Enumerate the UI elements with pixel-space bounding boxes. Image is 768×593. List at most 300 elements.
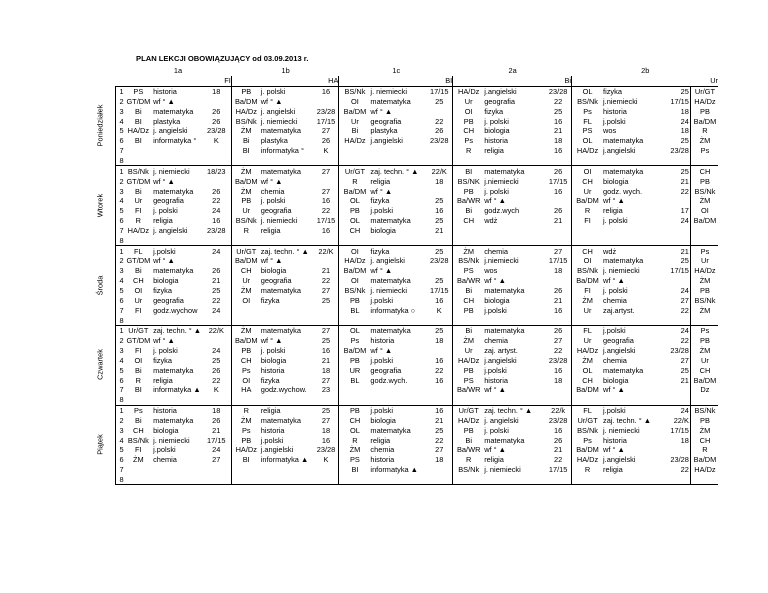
room-number: 18 bbox=[425, 455, 452, 465]
lesson-row bbox=[116, 336, 719, 346]
room-number: 24 bbox=[663, 325, 690, 335]
room-number: 23/28 bbox=[663, 146, 690, 156]
subject-name bbox=[483, 475, 544, 485]
lesson-row bbox=[116, 465, 719, 475]
subject-name: j.polski bbox=[153, 445, 176, 455]
room-number bbox=[544, 315, 571, 325]
room-number: 24 bbox=[663, 405, 690, 415]
room-number: 25 bbox=[201, 286, 231, 296]
lesson-number: 1 bbox=[116, 246, 124, 256]
subject-name: wf ° ▲ bbox=[603, 445, 625, 455]
subject-name: chemia bbox=[370, 445, 395, 455]
subject-name bbox=[602, 156, 663, 166]
subject-name: matematyka bbox=[153, 266, 194, 276]
room-number: 24 bbox=[663, 216, 690, 226]
room-number bbox=[313, 315, 339, 325]
room-number: 21 bbox=[544, 216, 571, 226]
teacher-code bbox=[339, 315, 369, 325]
teacher-code bbox=[690, 226, 718, 236]
teacher-code: Ba/DM bbox=[693, 375, 717, 385]
teacher-code: FL bbox=[572, 405, 602, 415]
subject-name: chemia bbox=[484, 336, 509, 346]
subject-name: matematyka bbox=[483, 166, 544, 176]
subject-name: matematyka bbox=[260, 126, 301, 136]
lesson-row bbox=[116, 256, 719, 266]
teacher-code: PB bbox=[463, 116, 474, 126]
teacher-code: OI bbox=[242, 295, 251, 305]
room-number: 25 bbox=[425, 97, 452, 107]
room-number bbox=[425, 106, 452, 116]
subject-name: matematyka bbox=[370, 96, 411, 106]
room-number: 27 bbox=[313, 126, 339, 136]
subject-name: fizyka bbox=[370, 196, 390, 206]
subject-name: wf ° ▲ bbox=[603, 276, 625, 286]
lesson-row bbox=[116, 156, 719, 166]
teacher-code: ŻM bbox=[133, 455, 144, 465]
teacher-code: Ur bbox=[351, 116, 359, 126]
teacher-code: Ps bbox=[124, 405, 152, 415]
room-number: 25 bbox=[663, 86, 690, 96]
subject-name bbox=[152, 156, 201, 166]
lesson-number: 7 bbox=[116, 146, 124, 156]
subject-name: matematyka bbox=[260, 166, 313, 176]
teacher-code bbox=[124, 146, 152, 156]
subject-name: matematyka bbox=[484, 285, 525, 295]
lesson-number: 5 bbox=[116, 206, 124, 216]
teacher-code: CH bbox=[572, 246, 602, 256]
lesson-number: 1 bbox=[116, 86, 124, 96]
room-number: 26 bbox=[313, 136, 339, 146]
room-number: 27 bbox=[201, 455, 231, 465]
room-number: 17/15 bbox=[201, 435, 231, 445]
room-number: 21 bbox=[425, 226, 452, 236]
room-number bbox=[663, 475, 690, 485]
teacher-code: BS/Nk bbox=[577, 425, 599, 435]
room-number: 16 bbox=[425, 355, 452, 365]
teacher-code: PB bbox=[350, 295, 360, 305]
subject-name: j. angielski bbox=[484, 415, 519, 425]
teacher-code: OI bbox=[701, 206, 709, 216]
subject-name: biologia bbox=[603, 375, 629, 385]
teacher-code: Ur/GT bbox=[124, 325, 152, 335]
room-number: 16 bbox=[313, 86, 339, 96]
subject-name: j.angielski bbox=[370, 136, 403, 146]
room-number bbox=[425, 156, 452, 166]
room-number bbox=[663, 276, 690, 286]
subject-name bbox=[602, 315, 663, 325]
room-number bbox=[313, 176, 339, 186]
teacher-code: R bbox=[135, 216, 142, 226]
room-number bbox=[663, 235, 690, 245]
room-number: 16 bbox=[544, 186, 571, 196]
teacher-code: Ur/GT bbox=[577, 415, 598, 425]
lesson-row bbox=[116, 375, 719, 385]
room-number bbox=[544, 196, 571, 206]
teacher-code: Ba/DM bbox=[576, 196, 599, 206]
room-number: 22 bbox=[425, 435, 452, 445]
room-number bbox=[544, 226, 571, 236]
teacher-code: R bbox=[466, 455, 472, 465]
room-number: 26 bbox=[201, 365, 231, 375]
room-number bbox=[544, 385, 571, 395]
room-number bbox=[663, 226, 690, 236]
subject-name: plastyka bbox=[370, 126, 398, 136]
teacher-code bbox=[339, 475, 369, 485]
lesson-row bbox=[116, 455, 719, 465]
room-number: 23/28 bbox=[425, 136, 452, 146]
subject-name: j.niemiecki bbox=[484, 176, 519, 186]
teacher-code: CH bbox=[582, 176, 593, 186]
group-tutor: FI bbox=[124, 76, 232, 86]
room-number: 18 bbox=[201, 405, 231, 415]
teacher-code: OI bbox=[572, 166, 602, 176]
subject-name: zaj.artyst. bbox=[603, 305, 635, 315]
room-number bbox=[313, 305, 339, 315]
lesson-row bbox=[116, 86, 719, 96]
lesson-number: 4 bbox=[116, 116, 124, 126]
teacher-code: Ba/DM bbox=[576, 385, 599, 395]
teacher-code bbox=[124, 465, 152, 475]
subject-name: j.polski bbox=[370, 355, 394, 365]
room-number: K bbox=[313, 455, 339, 465]
teacher-code: OI bbox=[464, 106, 473, 116]
teacher-code: OI bbox=[242, 375, 251, 385]
subject-name: godz.wychow bbox=[153, 305, 198, 315]
lesson-row bbox=[116, 305, 719, 315]
teacher-code: Bi bbox=[135, 266, 142, 276]
room-number bbox=[201, 475, 231, 485]
teacher-code: Ur/GT bbox=[690, 86, 718, 96]
subject-name: wf ° ▲ bbox=[153, 256, 175, 266]
teacher-code: OI bbox=[134, 355, 143, 365]
subject-name: religia bbox=[153, 216, 173, 226]
teacher-code bbox=[124, 315, 152, 325]
subject-name: wf ° ▲ bbox=[603, 385, 625, 395]
room-number bbox=[425, 395, 452, 405]
group-header-row bbox=[116, 66, 719, 76]
room-number bbox=[201, 156, 231, 166]
subject-name: j. polski bbox=[484, 116, 509, 126]
teacher-code: BL bbox=[350, 305, 360, 315]
room-number: K bbox=[425, 305, 452, 315]
teacher-code: PB bbox=[350, 355, 360, 365]
room-number: 26 bbox=[201, 416, 231, 426]
subject-name: j. polski bbox=[153, 206, 178, 216]
group-name: 2a bbox=[508, 66, 517, 76]
teacher-code: Ba/DM bbox=[234, 336, 258, 346]
lesson-row bbox=[116, 325, 719, 335]
subject-name: j.angielski bbox=[603, 346, 636, 356]
teacher-code bbox=[231, 465, 259, 475]
teacher-code: BS/Nk bbox=[458, 465, 480, 475]
room-number: 23/28 bbox=[663, 455, 690, 465]
teacher-code: PS bbox=[463, 375, 474, 385]
teacher-code: Ps bbox=[241, 365, 251, 375]
subject-name bbox=[483, 315, 544, 325]
subject-name: geografia bbox=[484, 96, 516, 106]
lesson-number: 5 bbox=[116, 365, 124, 375]
lesson-number: 2 bbox=[116, 256, 124, 266]
teacher-code: CH bbox=[349, 415, 361, 425]
teacher-code bbox=[690, 235, 718, 245]
lesson-row bbox=[116, 246, 719, 256]
subject-name bbox=[152, 465, 201, 475]
teacher-code: HA/Dz bbox=[235, 106, 257, 116]
subject-name: fizyka bbox=[260, 295, 280, 305]
teacher-code: Ba/DM bbox=[576, 276, 599, 286]
room-number: 27 bbox=[425, 445, 452, 455]
teacher-code: HA/Dz bbox=[453, 86, 483, 96]
teacher-code: OI bbox=[134, 285, 143, 295]
subject-name: zaj. techn. ° ▲ bbox=[603, 415, 652, 425]
room-number: 25 bbox=[425, 325, 452, 335]
subject-name: j.niemiecki bbox=[484, 256, 519, 266]
room-number: 17/15 bbox=[313, 216, 339, 226]
teacher-code: HA/Dz bbox=[344, 136, 366, 146]
teacher-code: ŻM bbox=[240, 126, 252, 136]
subject-name bbox=[152, 146, 201, 156]
teacher-code bbox=[124, 235, 152, 245]
teacher-code: BS/Nk bbox=[694, 186, 716, 196]
lesson-number: 4 bbox=[116, 196, 124, 206]
lesson-number: 7 bbox=[116, 465, 124, 475]
subject-name: j. polski bbox=[603, 285, 628, 295]
room-number: 21 bbox=[425, 416, 452, 426]
teacher-code: PB bbox=[463, 425, 474, 435]
subject-name bbox=[369, 156, 425, 166]
room-number: 27 bbox=[544, 246, 571, 256]
lesson-number: 4 bbox=[116, 355, 124, 365]
subject-name: zaj. techn. ° ▲ bbox=[369, 166, 425, 176]
teacher-code: ŻM bbox=[699, 136, 711, 146]
lesson-row bbox=[116, 405, 719, 415]
subject-name bbox=[369, 146, 425, 156]
room-number bbox=[425, 475, 452, 485]
room-number: 23/28 bbox=[544, 355, 571, 365]
lesson-number: 3 bbox=[116, 106, 124, 116]
teacher-code: Ps bbox=[583, 106, 592, 116]
room-number: 16 bbox=[425, 375, 452, 385]
subject-name: geografia bbox=[260, 276, 292, 286]
teacher-code bbox=[124, 395, 152, 405]
lesson-row bbox=[116, 116, 719, 126]
subject-name: zaj. artyst. bbox=[484, 346, 518, 356]
teacher-code: CH bbox=[699, 435, 711, 445]
teacher-code: FI bbox=[135, 445, 142, 455]
subject-name: wf ° ▲ bbox=[153, 96, 175, 106]
subject-name: zaj. techn. ° ▲ bbox=[260, 246, 313, 256]
teacher-code: Ba/DM bbox=[343, 346, 367, 356]
subject-name: fizyka bbox=[153, 285, 172, 295]
room-number: 25 bbox=[544, 106, 571, 116]
subject-name: godz. wych. bbox=[603, 186, 643, 196]
teacher-code: BS/Nk bbox=[458, 256, 480, 266]
subject-name: j. angielski bbox=[370, 256, 405, 266]
subject-name: matematyka bbox=[369, 325, 425, 335]
room-number bbox=[425, 186, 452, 196]
room-number: 22 bbox=[425, 116, 452, 126]
room-number: 21 bbox=[313, 266, 339, 276]
room-number bbox=[544, 475, 571, 485]
subject-name: j. niemiecki bbox=[484, 465, 521, 475]
teacher-code bbox=[231, 235, 259, 245]
room-number: 17/15 bbox=[663, 97, 690, 107]
subject-name: fizyka bbox=[153, 355, 172, 365]
subject-name bbox=[260, 305, 313, 315]
teacher-code: PB bbox=[700, 285, 710, 295]
room-number bbox=[425, 235, 452, 245]
teacher-code: Ba/DM bbox=[693, 116, 717, 126]
lesson-number: 3 bbox=[116, 346, 124, 356]
room-number: 16 bbox=[544, 425, 571, 435]
room-number: 22 bbox=[201, 196, 231, 206]
room-number: 27 bbox=[313, 166, 339, 176]
subject-name: wf ° ▲ bbox=[484, 196, 506, 206]
room-number: K bbox=[201, 385, 231, 395]
room-number: 17/15 bbox=[425, 286, 452, 296]
subject-name: matematyka bbox=[603, 136, 644, 146]
lesson-number: 3 bbox=[116, 186, 124, 196]
room-number: 17/15 bbox=[313, 116, 339, 126]
teacher-code: ŻM bbox=[231, 325, 259, 335]
room-number: 21 bbox=[544, 445, 571, 455]
subject-name: j.polski bbox=[603, 116, 626, 126]
room-number: 18 bbox=[544, 136, 571, 146]
teacher-code bbox=[124, 156, 152, 166]
teacher-code bbox=[339, 385, 369, 395]
room-number: 21 bbox=[663, 176, 690, 186]
room-number: 18 bbox=[663, 126, 690, 136]
subject-name: wf ° ▲ bbox=[260, 336, 283, 346]
teacher-code bbox=[231, 305, 259, 315]
room-number bbox=[425, 315, 452, 325]
subject-name: matematyka bbox=[153, 415, 194, 425]
subject-name: wf ° ▲ bbox=[484, 445, 506, 455]
teacher-code bbox=[339, 235, 369, 245]
teacher-code: R bbox=[584, 206, 591, 216]
subject-name: historia bbox=[152, 405, 201, 415]
teacher-code: UR bbox=[349, 365, 361, 375]
lesson-row bbox=[116, 395, 719, 405]
subject-name: biologia bbox=[603, 176, 629, 186]
teacher-code: PB bbox=[350, 206, 360, 216]
room-number: 18/23 bbox=[201, 166, 231, 176]
subject-name: religia bbox=[370, 435, 391, 445]
subject-name bbox=[260, 475, 313, 485]
teacher-code: GT/DM bbox=[126, 96, 151, 106]
lesson-number: 2 bbox=[116, 97, 124, 107]
teacher-code: PB bbox=[463, 305, 474, 315]
room-number: 17/15 bbox=[544, 176, 571, 186]
room-number: 22 bbox=[425, 365, 452, 375]
teacher-code: ŻM bbox=[699, 425, 711, 435]
room-number: 22 bbox=[544, 346, 571, 356]
room-number: 26 bbox=[201, 116, 231, 126]
room-number: 21 bbox=[544, 295, 571, 305]
subject-name: biologia bbox=[153, 276, 179, 286]
room-number bbox=[201, 315, 231, 325]
room-number bbox=[544, 395, 571, 405]
lesson-number: 6 bbox=[116, 375, 124, 385]
subject-name: j. niemiecki bbox=[153, 435, 190, 445]
lesson-row bbox=[116, 106, 719, 116]
teacher-code: BI bbox=[242, 455, 250, 465]
teacher-code: CH bbox=[463, 295, 475, 305]
subject-name: biologia bbox=[484, 295, 510, 305]
subject-name: biologia bbox=[370, 225, 396, 235]
teacher-code: Dz bbox=[700, 385, 710, 395]
teacher-code: CH bbox=[463, 216, 475, 226]
teacher-code: ŻM bbox=[699, 305, 711, 315]
teacher-code: Ur bbox=[583, 186, 592, 196]
teacher-code: OL bbox=[350, 216, 360, 226]
lesson-row bbox=[116, 276, 719, 286]
subject-name: j.angielski bbox=[603, 455, 636, 465]
room-number: 22 bbox=[313, 206, 339, 216]
subject-name: matematyka bbox=[602, 166, 663, 176]
teacher-code: BS/Nk bbox=[690, 405, 718, 415]
teacher-code bbox=[690, 156, 718, 166]
group-name: 2b bbox=[641, 66, 650, 76]
room-number: 16 bbox=[313, 435, 339, 445]
teacher-code: Ba/WR bbox=[457, 445, 481, 455]
teacher-code bbox=[231, 315, 259, 325]
group-tutor: Ur bbox=[572, 76, 718, 86]
teacher-code: FI bbox=[135, 305, 142, 315]
lesson-row bbox=[116, 136, 719, 146]
room-number bbox=[313, 235, 339, 245]
subject-name: matematyka bbox=[153, 106, 194, 116]
room-number: 27 bbox=[313, 325, 339, 335]
subject-name: biologia bbox=[484, 126, 510, 136]
lesson-row bbox=[116, 196, 719, 206]
room-number: 24 bbox=[201, 246, 231, 256]
lesson-row bbox=[116, 385, 719, 395]
lesson-number: 5 bbox=[116, 286, 124, 296]
teacher-code: R bbox=[231, 405, 259, 415]
teacher-code: FI bbox=[135, 346, 142, 356]
teacher-code: OI bbox=[351, 276, 359, 286]
subject-name: j.polski bbox=[484, 365, 507, 375]
subject-name bbox=[260, 395, 313, 405]
subject-name: j. angielski bbox=[153, 126, 188, 136]
lesson-row bbox=[116, 435, 719, 445]
teacher-code: BI bbox=[351, 465, 359, 475]
subject-name: historia bbox=[370, 455, 395, 465]
lesson-number: 7 bbox=[116, 305, 124, 315]
subject-name: j.polski bbox=[152, 246, 201, 256]
room-number: 26 bbox=[425, 126, 452, 136]
room-number: 26 bbox=[544, 286, 571, 296]
teacher-code: ŻM bbox=[231, 166, 259, 176]
subject-name: zaj. techn. ° ▲ bbox=[483, 405, 544, 415]
teacher-code: Ps bbox=[241, 425, 251, 435]
teacher-code bbox=[453, 235, 483, 245]
lesson-row bbox=[116, 346, 719, 356]
teacher-code: ŻM bbox=[582, 355, 593, 365]
lesson-number: 1 bbox=[116, 405, 124, 415]
teacher-code: PS bbox=[124, 86, 152, 96]
teacher-code bbox=[231, 156, 259, 166]
teacher-code: OL bbox=[350, 425, 360, 435]
lesson-row bbox=[116, 216, 719, 226]
room-number bbox=[201, 97, 231, 107]
teacher-code bbox=[453, 315, 483, 325]
lesson-number: 6 bbox=[116, 455, 124, 465]
subject-name: geografia bbox=[370, 365, 402, 375]
subject-name: j. polski bbox=[260, 346, 286, 356]
subject-name: wdż bbox=[602, 246, 663, 256]
